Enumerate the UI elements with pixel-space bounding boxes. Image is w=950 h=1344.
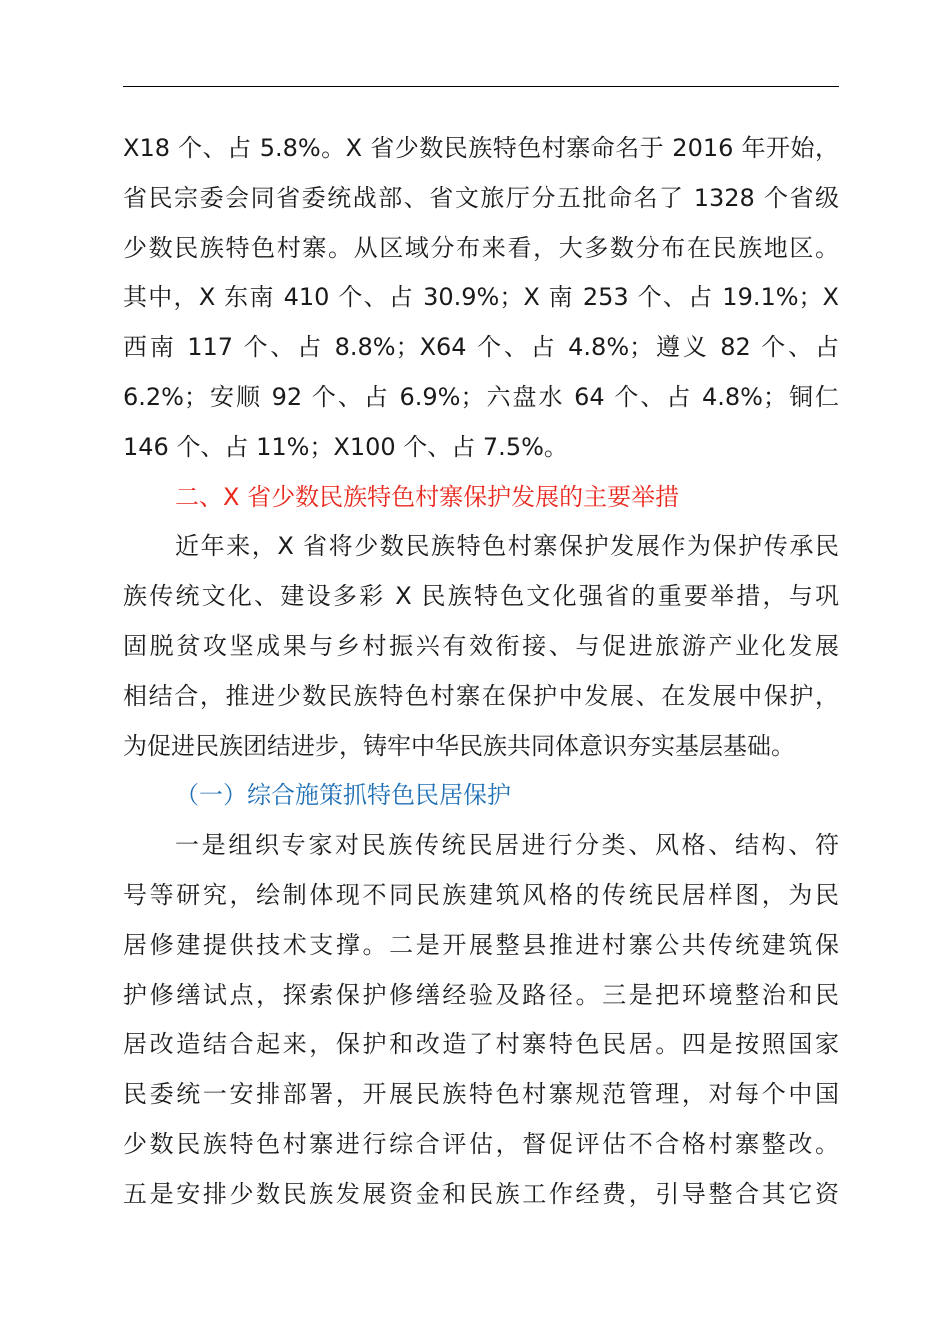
text-line: 相结合，推进少数民族特色村寨在保护中发展、在发展中保护， [123,681,839,710]
paragraph-1 [123,124,839,473]
text-line: X18 个、占 5.8%。X 省少数民族特色村寨命名于 2016 年开始， [123,134,839,162]
text-line: 6.2%；安顺 92 个、占 6.9%；六盘水 64 个、占 4.8%；铜仁 [123,382,839,411]
text-line: 少数民族特色村寨进行综合评估，督促评估不合格村寨整改。 [123,1129,839,1158]
text-line: 少数民族特色村寨。从区域分布来看，大多数分布在民族地区。 [123,233,839,262]
text-line: 一是组织专家对民族传统民居进行分类、风格、结构、符 [175,831,839,860]
header-rule [123,86,839,87]
text-line: 民委统一安排部署，开展民族特色村寨规范管理，对每个中国 [123,1080,839,1109]
text-line: 号等研究，绘制体现不同民族建筑风格的传统民居样图，为民 [123,880,839,909]
text-line: 近年来，X 省将少数民族特色村寨保护发展作为保护传承民 [175,532,839,561]
text-line: 居改造结合起来，保护和改造了村寨特色民居。四是按照国家 [123,1030,839,1059]
text-line: 居修建提供技术支撑。二是开展整县推进村寨公共传统建筑保 [123,930,839,959]
subsection-heading: （一）综合施策抓特色民居保护 [175,781,511,810]
text-line: 固脱贫攻坚成果与乡村振兴有效衔接、与促进旅游产业化发展 [123,631,839,660]
text-line: 146 个、占 11%；X100 个、占 7.5%。 [123,432,568,461]
text-line: 西南 117 个、占 8.8%；X64 个、占 4.8%；遵义 82 个、占 [123,333,839,362]
text-line: 五是安排少数民族发展资金和民族工作经费，引导整合其它资 [123,1179,839,1208]
section-heading: 二、X 省少数民族特色村寨保护发展的主要举措 [175,482,680,511]
text-line: 其中，X 东南 410 个、占 30.9%；X 南 253 个、占 19.1%；X [123,283,839,312]
paragraph-2 [123,522,839,771]
document-body [123,124,839,1220]
paragraph-3 [123,821,839,1219]
text-line: 护修缮试点，探索保护修缮经验及路径。三是把环境整治和民 [123,980,839,1009]
text-line: 为促进民族团结进步，铸牢中华民族共同体意识夯实基层基础。 [123,731,795,760]
text-line: 省民宗委会同省委统战部、省文旅厅分五批命名了 1328 个省级 [123,183,839,212]
text-line: 族传统文化、建设多彩 X 民族特色文化强省的重要举措，与巩 [123,582,839,611]
